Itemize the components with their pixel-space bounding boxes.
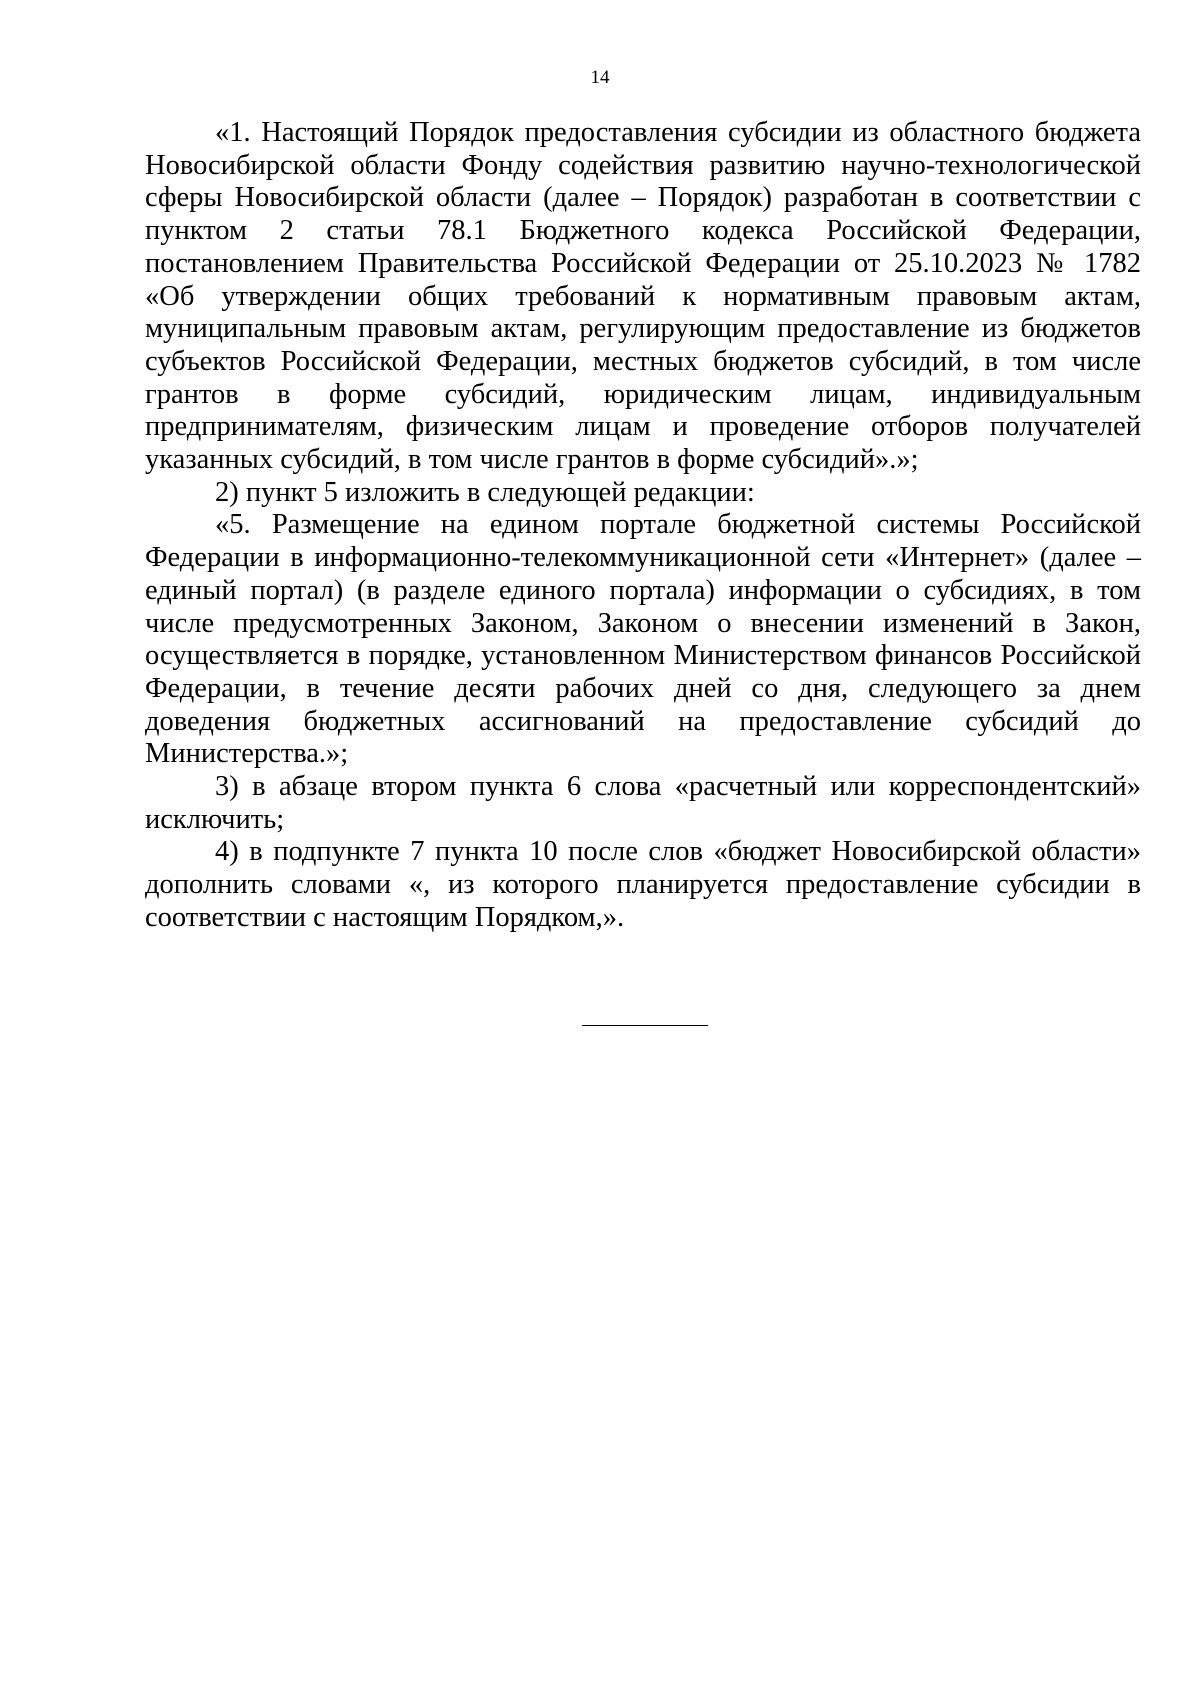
paragraph-1-porjadok: «1. Настоящий Порядок предоставления субсидии из областного бюджета Новосибирской области Фонду содействия развитию научно-технологической сферы Новосибирской области (далее – Порядок) разработан в соответствии с пунктом 2 статьи 78.1 Бюджетного кодекса Российской Федерации, постановлением Правительства Российской Федерации от 25.10.2023 № 1782 «Об утверждении общих требований к нормативным правовым актам, муниципальным правовым актам, регулирующим предоставление из бюджетов субъектов Российской Федерации, местных бюджетов субсидий, в том числе грантов в форме субсидий, юридическим лицам, индивидуальным предпринимателям, физическим лицам и проведение отборов получателей указанных субсидий, в том числе грантов в форме субсидий».»; — [145, 117, 1141, 476]
end-divider-line — [582, 1025, 708, 1026]
page-number: 14 — [590, 67, 610, 88]
paragraph-5-razmeshchenie: «5. Размещение на едином портале бюджетной системы Российской Федерации в информационно-телекоммуникационной сети «Интернет» (далее – единый портал) (в разделе единого портала) информации о субсидиях, в том числе предусмотренных Законом, Законом о внесении изменений в Закон, осуществляется в порядке, установленном Министерством финансов Российской Федерации, в течение десяти рабочих дней со дня, следующего за днем доведения бюджетных ассигнований на предоставление субсидий до Министерства.»; — [145, 509, 1141, 770]
paragraph-3-abzac: 3) в абзаце втором пункта 6 слова «расчетный или корреспондентский» исключить; — [145, 771, 1141, 835]
paragraph-4-podpunkt: 4) в подпункте 7 пункта 10 после слов «бюджет Новосибирской области» дополнить словами «, из которого планируется предоставление субсидии в соответствии с настоящим Порядком,». — [145, 836, 1141, 933]
document-body — [145, 117, 1141, 935]
paragraph-2-punkt-5: 2) пункт 5 изложить в следующей редакции: — [215, 476, 755, 508]
